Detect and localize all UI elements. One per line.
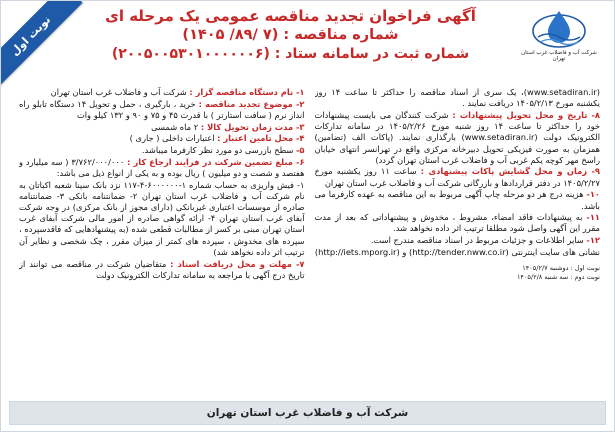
clause-right-5: [19, 145, 305, 156]
clause-text: ساعت ۱۱ روز یکشنبه مورخ ۱۴۰۵/۲/۲۷ در دفتر قراردادها و بازرگانی شرکت آب و فاضلاب غرب استان تهران: [314, 166, 600, 188]
clause-heading: ۲- موضوع تجدید مناقصه :: [198, 98, 305, 109]
clause-text: (www.setadiran.ir)، یک سری از اسناد مناقصه را حداکثر تا ساعت ۱۴ روز یکشنبه مورخ ۱۴۰۵/۲/۱۳ دریافت نمایند .: [314, 87, 600, 109]
second-publication-date: نوبت دوم : سه شنبه ۱۴۰۵/۲/۸: [516, 273, 600, 282]
clause-right-2: [19, 99, 305, 121]
right-column: [19, 87, 305, 393]
clause-text: خرید ، بارگیری ، حمل و تحویل ۱۴ دستگاه تابلو راه انداز نرم ( سافت استارتر ) با قدرت ۴۵ و ۷۵ و ۹۰ و ۱۳۲ کیلو وات: [19, 98, 305, 120]
clause-text: متقاضیان شرکت در مناقصه می توانند از تاریخ درج آگهی با مراجعه به سامانه تدارکات الکترونیک دولت: [19, 258, 305, 280]
left-column: [315, 87, 601, 258]
clause-left-5: [315, 212, 601, 234]
clause-left-2: [315, 110, 601, 166]
logo-caption: شرکت آب و فاضلاب غرب استان تهران: [521, 50, 597, 62]
notice-title-block: [71, 7, 510, 64]
setad-registration-number: شماره ثبت در سامانه ستاد : (۲۰۰۵۰۰۵۳۰۱۰۰۰۰۰۰۶): [111, 46, 470, 62]
clause-heading: ۱۱-: [586, 212, 600, 223]
clause-text: ۱- فیش واریزی به حساب شماره ۱-۶۰۰۰۰۰۰-۴-۱۱۷ نزد بانک سینا شعبه اکباتان به نام شرکت آب و فاضلاب غرب استان تهران ۲- ضمانتنامه بانکی ۳- ضمانتنامه صادره از موسسات اعتباری غیربانکی (دارای مجوز از بانک مرکزی) در وجه شرکت آبفای غرب استان تهران ۴- ارائه گواهی صادره از امور مالی شرکت آبفای غرب استان تهران مبنی بر کسر از مطالبات قطعی شده (به پیشنهادهایی که فاقدسپرده ، سپرده های مخدوش ، سپرده های کمتر از میزان مقرر ، چک شخصی و نظایر آن ترتیب اثر داده نخواهد شد): [19, 179, 305, 257]
clause-heading: ۹- زمان و محل گشایش پاکات پیشنهادی :: [420, 166, 600, 177]
ribbon-label: نوبت اول: [8, 13, 54, 59]
clause-heading: ۶- مبلغ تضمین شرکت در فرایند ارجاع کار :: [127, 156, 305, 167]
clause-right-4: [19, 133, 305, 144]
clause-heading: ۸- تاریخ و محل تحویل پیشنهادات :: [452, 109, 600, 120]
clause-text: ۳/۷۶۲/۰۰۰/۰۰۰ ( سه میلیارد و هفتصد و شصت و دو میلیون ) ریال بوده و به یکی از انواع ذیل می باشد:: [19, 156, 305, 178]
company-logo: [516, 7, 602, 69]
clause-text: سایر اطلاعات و جزئیات مربوط در اسناد مناقصه مندرج است.: [370, 235, 587, 246]
water-drop-logo-icon: [530, 7, 588, 49]
clause-right-6: [19, 157, 305, 179]
clause-text: به پیشنهادات فاقد امضاء، مشروط ، مخدوش و پیشنهاداتی که بعد از مدت مقرر این آگهی واصل شود مطلقا ترتیب اثر داده نخواهد شد.: [314, 212, 600, 234]
left-column-wrap: [315, 87, 601, 393]
clause-right-7: [19, 180, 305, 258]
clause-text: شرکت کنندگان می بایست پیشنهادات خود را حداکثر تا ساعت ۱۴ روز شنبه مورخ ۱۴۰۵/۲/۲۶ در سامانه تدارکات الکترونیک دولت (www.setadiran.ir) بارگذاری نمایند. (پاکات الف (تضامین) همزمان به صورت فیزیکی تحویل دبیرخانه مرکزی واقع در تهرانسر انتهای خیابان راسخ مهر کوچه یکم غربی آب و فاضلاب غرب استان تهران گردد): [314, 109, 600, 165]
clause-heading: ۱۲-: [586, 235, 600, 246]
clause-right-3: [19, 122, 305, 133]
first-publication-date: نوبت اول : دوشنبه ۱۴۰۵/۲/۷: [522, 264, 600, 273]
clause-text: هزینه درج هر دو مرحله چاپ آگهی مربوط به این مناقصه به عهده کارفرما می باشد.: [314, 189, 600, 211]
clause-text: اعتبارات داخلی ( جاری ): [129, 133, 218, 144]
clause-text: نشانی های سایت اینترنتی (http://tender.nww.co.ir) و (http://iets.mporg.ir): [314, 246, 600, 257]
clause-right-8: [19, 259, 305, 281]
clause-left-4: [315, 189, 601, 211]
clause-heading: ۴- محل تامین اعتبار :: [217, 133, 305, 144]
notice-title: آگهی فراخوان تجدید مناقصه عمومی یک مرحله ای: [105, 7, 476, 25]
clause-left-1: [315, 87, 601, 109]
clause-text: شرکت آب و فاضلاب غرب استان تهران: [50, 87, 190, 97]
clause-left-7: [315, 247, 601, 258]
clause-left-3: [315, 166, 601, 188]
notice-body: [19, 87, 600, 393]
clause-heading: ۷- مهلت و محل دریافت اسناد :: [170, 258, 305, 269]
clause-text: ۲ ماه شمسی: [151, 121, 201, 132]
tender-number: شماره مناقصه : (۷ /۸۹/ ۱۴۰۵): [182, 27, 399, 43]
clause-heading: ۱- نام دستگاه مناقصه گزار :: [189, 87, 305, 97]
clause-heading: ۵-: [295, 145, 305, 156]
clause-text: سطح بازرسی دو مورد نظر کارفرما میباشد.: [141, 145, 296, 156]
clause-right-1: [19, 87, 305, 98]
clause-heading: ۱۰-: [586, 189, 600, 200]
footer-company-name: شرکت آب و فاضلاب غرب استان تهران: [9, 401, 606, 425]
publication-dates: [315, 264, 601, 282]
clause-heading: ۳- مدت زمان تحویل کالا :: [200, 121, 305, 132]
clause-left-6: [315, 235, 601, 246]
